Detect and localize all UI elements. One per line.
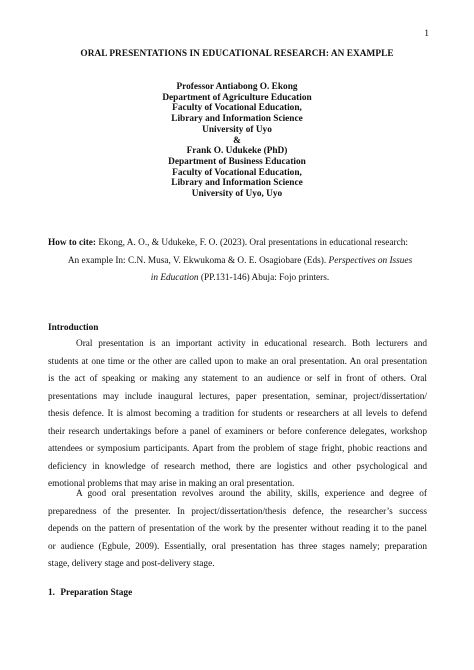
author-line: Library and Information Science <box>171 178 303 189</box>
citation-book-title: in Education <box>150 273 199 283</box>
section-title: Preparation Stage <box>60 588 133 598</box>
citation-book-title: Perspectives on Issues <box>328 255 413 266</box>
author-block <box>0 82 474 200</box>
author-separator: & <box>233 135 241 146</box>
text-line: their research undertakings before a panel of examiners or before conference delegates, workshop <box>48 426 427 437</box>
section-heading-preparation <box>48 588 132 598</box>
author-line: Department of Business Education <box>168 156 306 167</box>
author-line: University of Uyo <box>202 124 272 135</box>
text-line: or audience (Egbule, 2009). Essentially, oral presentation has three stages namely; preparation <box>48 541 427 552</box>
text-line: A good oral presentation revolves around the ability, skills, experience and degree of <box>76 489 427 499</box>
author-line: Faculty of Vocational Education, <box>172 167 302 178</box>
text-line: stage, delivery stage and post-delivery stage. <box>48 559 215 569</box>
citation-text: (PP.131-146) Abuja: Fojo printers. <box>200 273 330 283</box>
author-line: Library and Information Science <box>171 114 303 125</box>
document-title: ORAL PRESENTATIONS IN EDUCATIONAL RESEARCH: AN EXAMPLE <box>80 49 394 59</box>
introduction-heading: Introduction <box>48 323 99 333</box>
introduction-paragraph-1 <box>48 336 427 494</box>
citation-label: How to cite: <box>48 238 97 248</box>
text-line: is the act of speaking or making any statement to an audience or self in front of others. Oral <box>48 374 427 384</box>
text-line: emotional problems that may arise in making an oral presentation. <box>48 479 295 489</box>
text-line: students at one time or the other are called upon to make an oral presentation. An oral presentation <box>48 356 427 367</box>
author-line: University of Uyo, Uyo <box>191 189 283 200</box>
author-line: Faculty of Vocational Education, <box>172 103 302 114</box>
author-line: Professor Antiabong O. Ekong <box>176 82 298 92</box>
text-line: Oral presentation is an important activity in educational research. Both lecturers and <box>76 339 427 349</box>
citation-text: Ekong, A. O., & Udukeke, F. O. (2023). Oral presentations in educational research: <box>98 238 408 248</box>
section-number: 1. <box>48 588 55 598</box>
text-line: depends on the pattern of presentation of the work by the presenter without reading it to the panel <box>48 524 427 534</box>
text-line: preparedness of the presenter. In project/dissertation/thesis defence, the researcher’s success <box>48 506 427 517</box>
text-line: deficiency in knowledge of research method, there are logistics and other psychological and <box>48 461 427 472</box>
introduction-paragraph-2 <box>48 486 427 574</box>
author-line: Department of Agriculture Education <box>162 92 312 103</box>
citation-block <box>48 235 432 288</box>
citation-text: An example In: C.N. Musa, V. Ekwukoma & O. E. Osagiobare (Eds). <box>67 255 327 266</box>
text-line: presentations may include inaugural lectures, paper presentation, seminar, project/dissertation/ <box>48 391 427 402</box>
page-number: 1 <box>424 29 429 39</box>
author-line: Frank O. Udukeke (PhD) <box>186 146 288 157</box>
text-line: attendees or symposium participants. Apart from the problem of stage fright, phobic reactions and <box>48 444 427 454</box>
text-line: thesis defence. It is almost becoming a tradition for students or researchers at all levels to defend <box>48 409 427 419</box>
